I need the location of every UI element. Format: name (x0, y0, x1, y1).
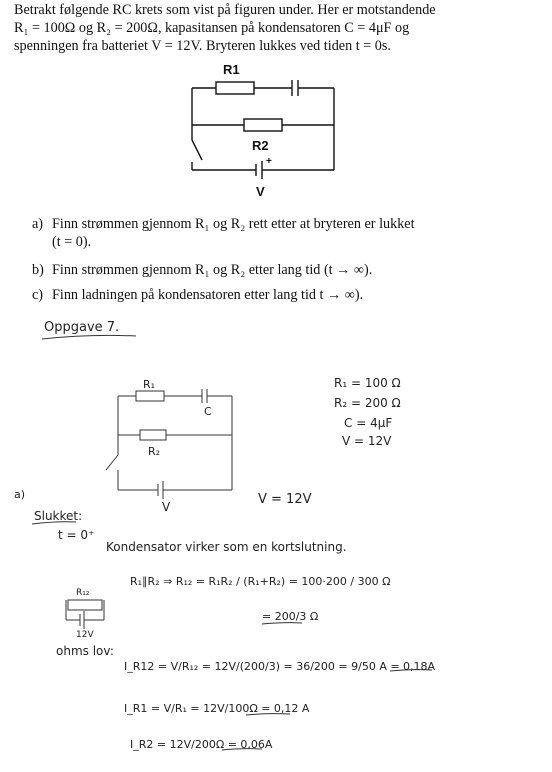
question-c-letter: c) (32, 287, 44, 303)
r12-equation: R₁∥R₂ ⇒ R₁₂ = R₁R₂ / (R₁+R₂) = 100·200 / 300 Ω (130, 575, 391, 588)
question-b-text: Finn strømmen gjennom R₁ og R₂ etter lang tid (t → ∞). (52, 262, 373, 278)
circuit-label-r2: R2 (252, 138, 269, 153)
question-c-text: Finn ladningen på kondensatoren etter lang tid t → ∞). (52, 287, 364, 303)
notes-heading: Oppgave 7. (44, 320, 120, 335)
intro-line-3: spenningen fra batteriet V = 12V. Bryteren lukkes ved tiden t = 0s. (14, 38, 391, 54)
given-r2: R₂ = 200 Ω (334, 396, 401, 410)
sketch-label-r2: R₂ (148, 445, 161, 458)
circuit-label-r1: R1 (223, 62, 240, 77)
intro-line-1: Betrakt følgende RC krets som vist på figuren under. Her er motstandende (14, 2, 436, 18)
i-r1-equation: I_R1 = V/R₁ = 12V/100Ω = 0,12 A (124, 702, 310, 715)
t0-label: t = 0⁺ (58, 528, 95, 542)
given-c: C = 4μF (344, 416, 393, 430)
small-sketch-v: 12V (76, 630, 94, 640)
intro-line-2: R₁ = 100Ω og R₂ = 200Ω, kapasitansen på kondensatoren C = 4μF og (14, 20, 410, 36)
i-r2-equation: I_R2 = 12V/200Ω = 0,06A (130, 738, 273, 751)
v-equation: V = 12V (258, 492, 312, 507)
question-a-text: Finn strømmen gjennom R₁ og R₂ rett etter at bryteren er lukket (52, 216, 415, 232)
r12-value: = 200/3 Ω (262, 610, 319, 623)
question-a-letter: a) (32, 216, 44, 232)
capacitor-note: Kondensator virker som en kortslutning. (106, 540, 347, 554)
i-r12-equation: I_R12 = V/R₁₂ = 12V/(200/3) = 36/200 = 9/50 A = 0,18A (124, 660, 436, 673)
sketch-label-r1: R₁ (143, 378, 156, 391)
part-a-label: a) (14, 488, 26, 501)
given-r1: R₁ = 100 Ω (334, 376, 401, 390)
circuit-label-v: V (256, 184, 265, 199)
ohms-law-label: ohms lov: (56, 644, 114, 658)
closed-label: Slukket: (34, 509, 83, 523)
question-a-text-2: (t = 0). (52, 234, 92, 250)
given-v: V = 12V (342, 434, 392, 448)
circuit-label-plus: + (266, 156, 272, 167)
small-sketch-r12: R₁₂ (76, 588, 90, 598)
question-b-letter: b) (32, 262, 44, 278)
sketch-label-v: V (162, 500, 171, 514)
sketch-label-c: C (204, 405, 212, 418)
